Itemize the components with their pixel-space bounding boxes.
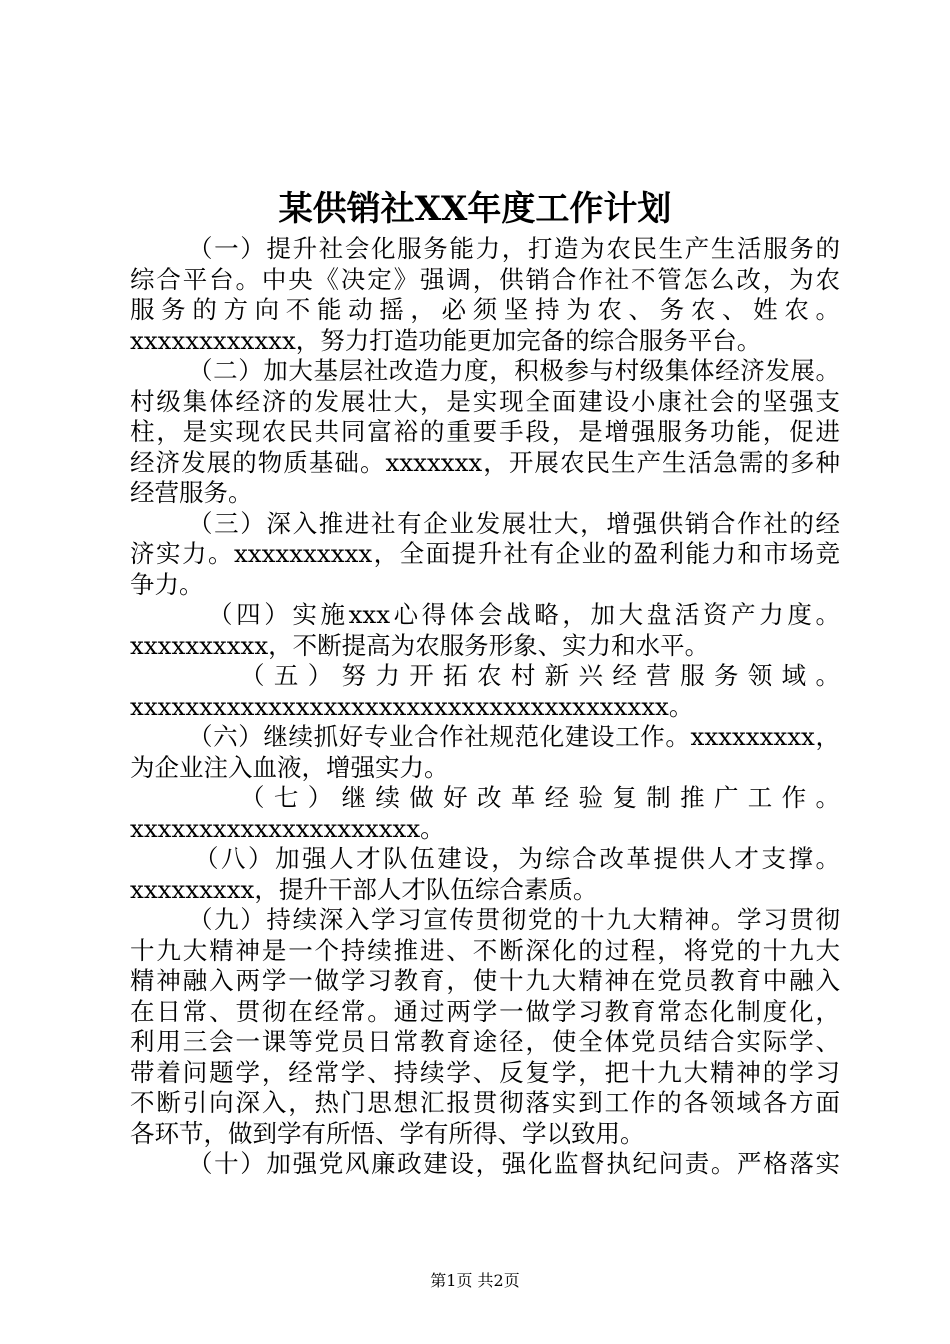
text-line: 济实力。xxxxxxxxxx，全面提升社有企业的盈利能力和市场竞 <box>130 539 840 568</box>
document-body <box>130 234 840 1180</box>
text-line: 综合平台。中央《决定》强调，供销合作社不管怎么改，为农 <box>130 264 840 294</box>
text-line: 争力。 <box>130 569 204 599</box>
text-line: 十九大精神是一个持续推进、不断深化的过程，将党的十九大 <box>130 935 840 965</box>
text-line: （十）加强党风廉政建设，强化监督执纪问责。严格落实 <box>188 1149 840 1178</box>
text-line: （三）深入推进社有企业发展壮大，增强供销合作社的经 <box>188 508 840 538</box>
page-footer: 第1页 共2页 <box>430 1271 520 1290</box>
text-line: 不断引向深入，热门思想汇报贯彻落实到工作的各领域各方面 <box>130 1088 840 1117</box>
text-line: （四）实施xxx心得体会战略，加大盘活资产力度。 <box>208 600 840 629</box>
text-line: （五）努力开拓农村新兴经营服务领域。 <box>240 661 840 690</box>
text-line: 村级集体经济的发展壮大，是实现全面建设小康社会的坚强支 <box>130 386 840 416</box>
text-line: 利用三会一课等党员日常教育途径，使全体党员结合实际学、 <box>130 1027 840 1056</box>
text-line: （九）持续深入学习宣传贯彻党的十九大精神。学习贯彻 <box>188 905 840 934</box>
document-title: 某供销社XX年度工作计划 <box>278 189 672 229</box>
text-line: （八）加强人才队伍建设，为综合改革提供人才支撑。 <box>194 844 840 873</box>
text-line: （六）继续抓好专业合作社规范化建设工作。xxxxxxxxx， <box>188 722 840 751</box>
text-line: xxxxxxxxxxxx，努力打造功能更加完备的综合服务平台。 <box>130 325 762 355</box>
text-line: （二）加大基层社改造力度，积极参与村级集体经济发展。 <box>188 356 840 385</box>
text-line: 服务的方向不能动摇，必须坚持为农、务农、姓农。 <box>130 295 840 324</box>
text-line: 经济发展的物质基础。xxxxxxx，开展农民生产生活急需的多种 <box>130 447 840 477</box>
text-line: 经营服务。 <box>130 478 253 507</box>
text-line: xxxxxxxxxx，不断提高为农服务形象、实力和水平。 <box>130 630 710 660</box>
text-line: （七）继续做好改革经验复制推广工作。 <box>240 783 840 812</box>
text-line: 各环节，做到学有所悟、学有所得、学以致用。 <box>130 1118 645 1148</box>
text-line: （一）提升社会化服务能力，打造为农民生产生活服务的 <box>188 234 840 263</box>
text-line: 为企业注入血液，增强实力。 <box>130 752 449 782</box>
text-line: xxxxxxxxxxxxxxxxxxxxx。 <box>130 813 445 843</box>
text-line: xxxxxxxxxxxxxxxxxxxxxxxxxxxxxxxxxxxxxxx。 <box>130 691 694 721</box>
text-line: 带着问题学，经常学、持续学、反复学，把十九大精神的学习 <box>130 1057 840 1087</box>
text-line: 精神融入两学一做学习教育，使十九大精神在党员教育中融入 <box>130 966 840 995</box>
text-line: 在日常、贯彻在经常。通过两学一做学习教育常态化制度化， <box>130 996 840 1026</box>
text-line: 柱，是实现农民共同富裕的重要手段，是增强服务功能，促进 <box>130 417 840 446</box>
text-line: xxxxxxxxx，提升干部人才队伍综合素质。 <box>130 874 598 904</box>
